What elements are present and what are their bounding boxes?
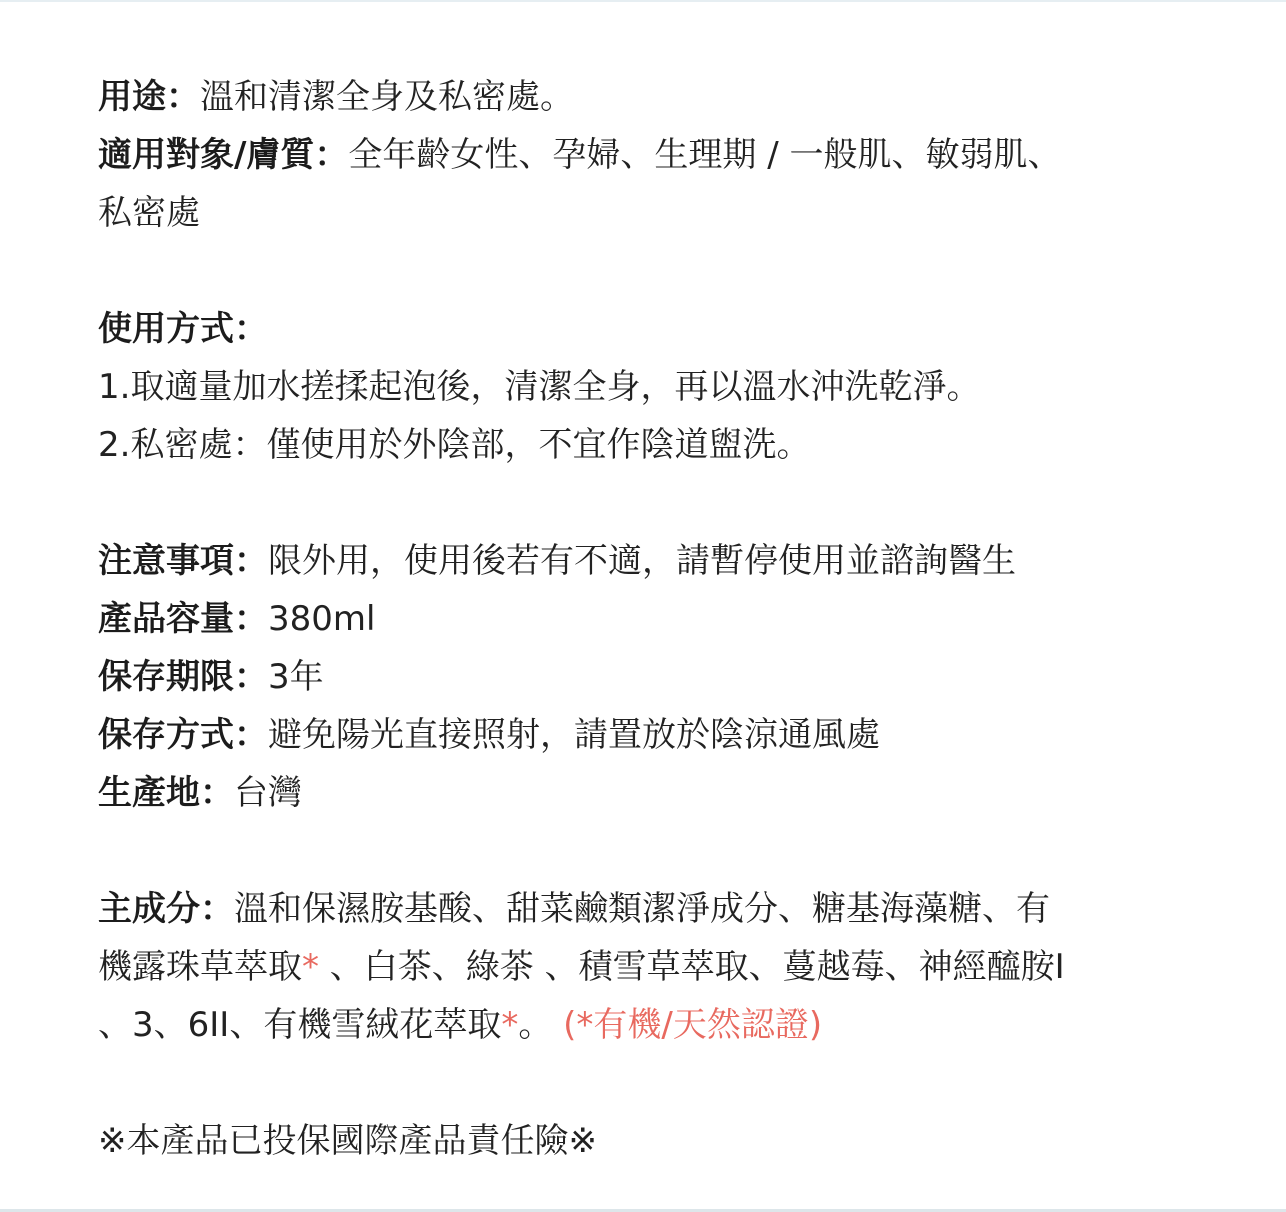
ingredients-line-1: 溫和保濕胺基酸、甜菜鹼類潔淨成分、糖基海藻糖、有 [234,889,1050,929]
ingredients-line-2a: 機露珠草萃取 [98,947,302,987]
certification-note: (*有機/天然認證) [563,1005,823,1045]
shelf-life-label: 保存期限： [98,657,268,697]
spacer [98,1054,1188,1112]
product-info [98,68,1188,1170]
origin-row [98,764,1188,822]
target-label: 適用對象/膚質： [98,135,349,175]
method-step [98,358,1188,416]
capacity-row [98,590,1188,648]
method-step-2: 2.私密處：僅使用於外陰部，不宜作陰道盥洗。 [98,425,811,465]
notes-row [98,532,1188,590]
storage-row [98,706,1188,764]
spacer [98,474,1188,532]
ingredients-line-2b: 、白茶、綠茶 、積雪草萃取、蔓越莓、神經醯胺I [319,947,1065,987]
top-divider [0,0,1286,2]
ingredients-line-3b: 。 [518,1005,564,1045]
target-row-continued [98,184,1188,242]
target-value-continued: 私密處 [98,193,200,233]
method-step-1: 1.取適量加水搓揉起泡後，清潔全身，再以溫水沖洗乾淨。 [98,367,981,407]
insurance-row [98,1112,1188,1170]
spacer [98,822,1188,880]
insurance-notice: ※本產品已投保國際產品責任險※ [98,1121,597,1161]
usage-label: 用途： [98,77,200,117]
origin-label: 生產地： [98,773,234,813]
shelf-life-row [98,648,1188,706]
method-heading-row [98,300,1188,358]
target-value: 全年齡女性、孕婦、生理期 / 一般肌、敏弱肌、 [348,135,1062,175]
notes-value: 限外用，使用後若有不適，請暫停使用並諮詢醫生 [268,541,1016,581]
capacity-label: 產品容量： [98,599,268,639]
usage-row [98,68,1188,126]
ingredients-row-continued [98,996,1188,1054]
organic-asterisk: * [501,1005,519,1045]
ingredients-label: 主成分： [98,889,234,929]
storage-label: 保存方式： [98,715,268,755]
target-row [98,126,1188,184]
usage-value: 溫和清潔全身及私密處。 [200,77,574,117]
notes-label: 注意事項： [98,541,268,581]
ingredients-line-3a: 、3、6II、有機雪絨花萃取 [98,1005,502,1045]
ingredients-row [98,880,1188,938]
organic-asterisk: * [302,947,319,987]
storage-value: 避免陽光直接照射，請置放於陰涼通風處 [268,715,880,755]
origin-value: 台灣 [234,773,302,813]
method-step [98,416,1188,474]
shelf-life-value: 3年 [268,657,324,697]
spacer [98,242,1188,300]
method-label: 使用方式： [98,309,268,349]
ingredients-row-continued [98,938,1188,996]
capacity-value: 380ml [268,599,376,639]
